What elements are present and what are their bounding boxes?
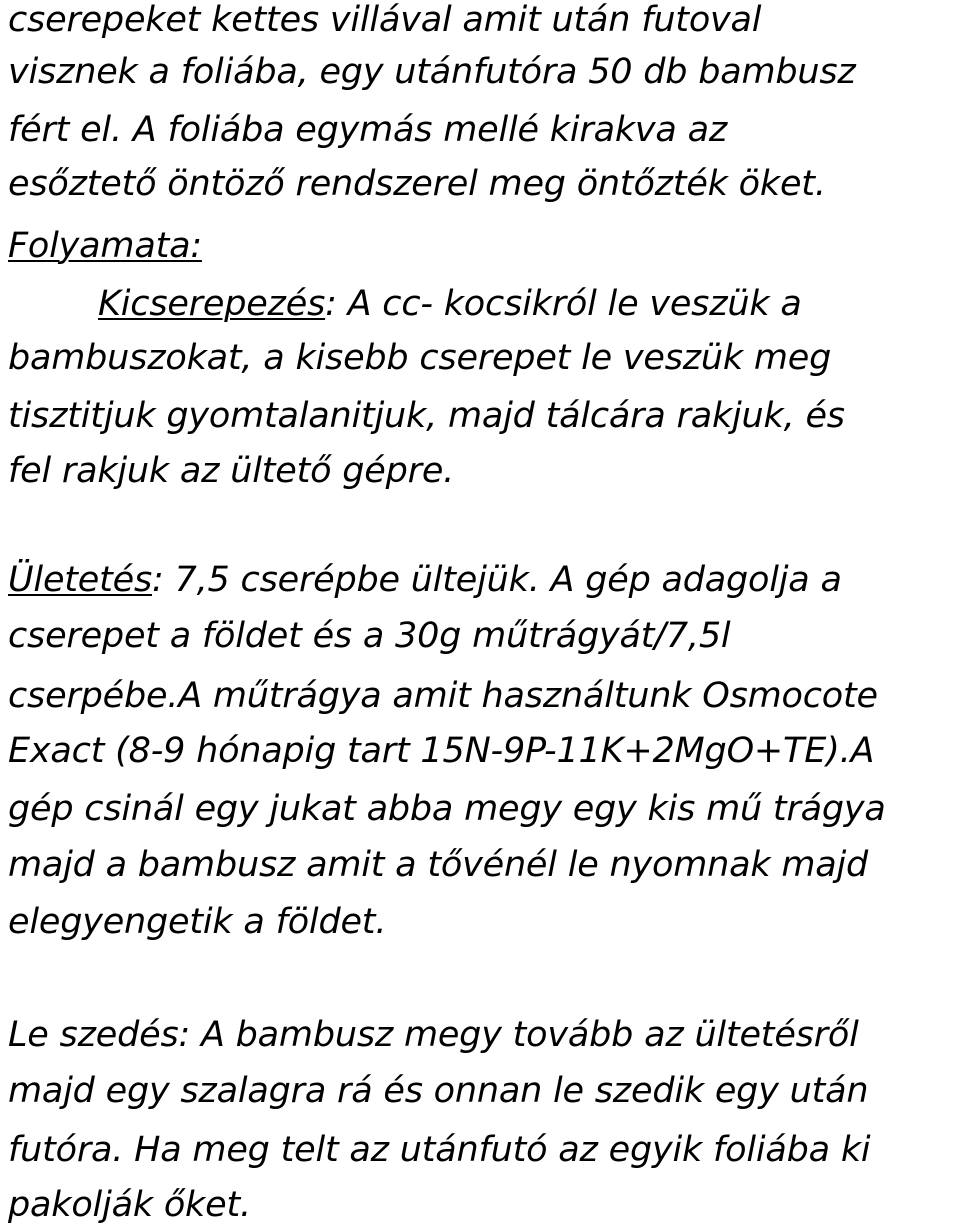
text-line: Exact (8-9 hónapig tart 15N-9P-11K+2MgO+TE).A [8, 731, 875, 771]
text-line: tisztitjuk gyomtalanitjuk, majd tálcára rakjuk, és [8, 396, 845, 436]
section-heading-folyamata: Folyamata: [8, 226, 202, 266]
text-line: Le szedés: A bambusz megy tovább az ültetésről [8, 1015, 859, 1055]
text-line: gép csinál egy jukat abba megy egy kis mű trágya [8, 789, 886, 829]
text-line: cserepet a földet és a 30g műtrágyát/7,5l [8, 616, 731, 656]
text-line: fel rakjuk az ültető gépre. [8, 451, 455, 491]
text-line: fért el. A foliába egymás mellé kirakva az [8, 110, 727, 150]
text-line: majd egy szalagra rá és onnan le szedik egy után [8, 1071, 869, 1111]
text-line: elegyengetik a földet. [8, 902, 387, 942]
paragraph-kicserepezes-first-line [98, 284, 802, 324]
kicserepezes-text: : A cc- kocsikról le veszük a [325, 284, 802, 324]
text-line: visznek a foliába, egy utánfutóra 50 db bambusz [8, 52, 856, 92]
text-line: cserepeket kettes villával amit után futoval [8, 0, 762, 40]
text-line: pakolják őket. [8, 1185, 251, 1225]
text-line: futóra. Ha meg telt az utánfutó az egyik foliába ki [8, 1130, 871, 1170]
text-line: majd a bambusz amit a tővénél le nyomnak majd [8, 845, 869, 885]
paragraph-ultetes-first-line [8, 560, 842, 600]
subheading-kicserepezes: Kicserepezés [98, 284, 326, 324]
text-line: cserpébe.A műtrágya amit használtunk Osmocote [8, 676, 878, 716]
subheading-ultetes: Ületetés [8, 560, 153, 600]
text-line: bambuszokat, a kisebb cserepet le veszük meg [8, 338, 832, 378]
text-line: esőztető öntöző rendszerel meg öntőzték öket. [8, 164, 826, 204]
ultetes-text: : 7,5 cserépbe ültejük. A gép adagolja a [152, 560, 842, 600]
